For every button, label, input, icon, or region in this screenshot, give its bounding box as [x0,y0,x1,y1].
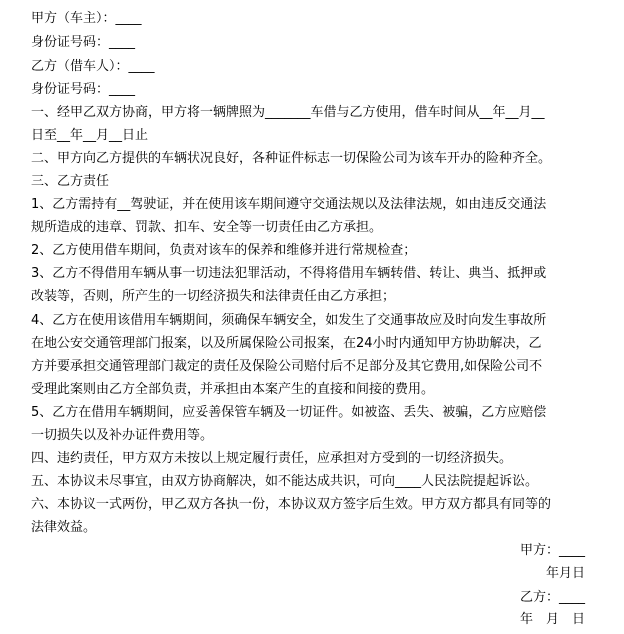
signature-party-a: 甲方：____ [519,543,585,558]
clause-2: 二、甲方向乙方提供的车辆状况良好，各种证件标志一切保险公司为该车开办的险种齐全。 [31,151,552,166]
signature-date-a: 年月日 [545,566,585,581]
party-a-line: 甲方（车主）：____ [31,11,142,26]
id-a-line: 身份证号码：____ [31,35,136,50]
clause-3-1-line-1: 1、乙方需持有__驾驶证，并在使用该车期间遵守交通法规以及法律法规，如由违反交通法 [31,197,547,212]
clause-3-4-line-4: 受理此案则由乙方全部负责，并承担由本案产生的直接和间接的费用。 [31,382,435,397]
signature-party-b: 乙方：____ [519,590,585,605]
clause-3-5-line-2: 一切损失以及补办证件费用等。 [31,428,214,443]
party-b-line: 乙方（借车人）：____ [31,59,155,74]
clause-1-line-2: 日至__年__月__日止 [31,128,149,143]
clause-3-4-line-3: 方并要承担交通管理部门裁定的责任及保险公司赔付后不足部分及其它费用,如保险公司不 [31,359,543,374]
clause-3-3-line-2: 改装等，否则，所产生的一切经济损失和法律责任由乙方承担； [31,289,396,304]
clause-3-1-line-2: 规所造成的违章、罚款、扣车、安全等一切责任由乙方承担。 [31,220,383,235]
clause-3-2: 2、乙方使用借车期间，负责对该车的保养和维修并进行常规检查； [31,243,417,258]
clause-3-4-line-2: 在地公安交通管理部门报案，以及所属保险公司报案，在24小时内通知甲方协助解决，乙 [31,336,542,351]
id-b-line: 身份证号码：____ [31,82,136,97]
clause-6-line-2: 法律效益。 [31,520,97,535]
clause-6-line-1: 六、本协议一式两份，甲乙双方各执一份，本协议双方签字后生效。甲方双方都具有同等的 [31,497,552,512]
clause-5: 五、本协议未尽事宜，由双方协商解决，如不能达成共识，可向____人民法院提起诉讼。 [31,474,539,489]
clause-3-3-line-1: 3、乙方不得借用车辆从事一切违法犯罪活动，不得将借用车辆转借、转让、典当、抵押或 [31,266,547,281]
clause-1-line-1: 一、经甲乙双方协商，甲方将一辆牌照为_______车借与乙方使用，借车时间从__年__月__ [31,105,545,120]
clause-3-heading: 三、乙方责任 [31,174,110,189]
clause-3-5-line-1: 5、乙方在借用车辆期间，应妥善保管车辆及一切证件。如被盗、丢失、被骗，乙方应赔偿 [31,405,547,420]
clause-3-4-line-1: 4、乙方在使用该借用车辆期间，须确保车辆安全，如发生了交通事故应及时向发生事故所 [31,313,547,328]
clause-4: 四、违约责任，甲方双方未按以上规定履行责任，应承担对方受到的一切经济损失。 [31,451,513,466]
signature-date-b: 年 月 日 [519,612,585,627]
